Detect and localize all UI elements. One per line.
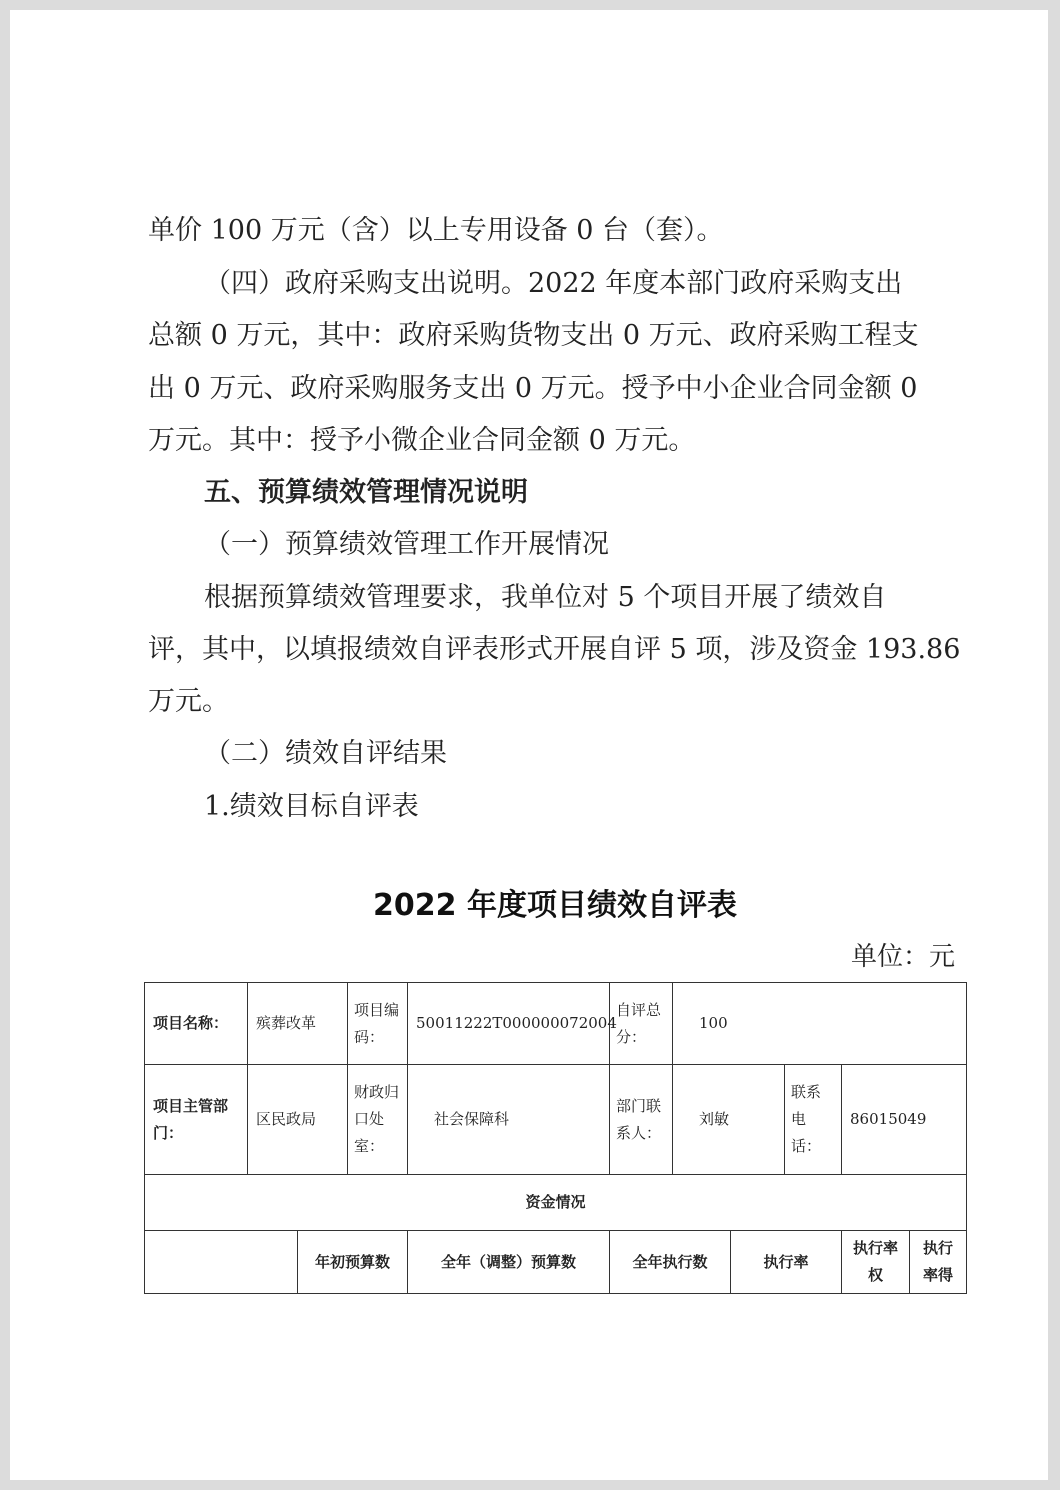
project-name-label: 项目名称： — [145, 983, 248, 1065]
funds-header: 资金情况 — [145, 1175, 967, 1231]
paragraph-equipment: 单价 100 万元（含）以上专用设备 0 台（套）。 — [148, 215, 724, 246]
executed-header: 全年执行数 — [610, 1231, 731, 1294]
table-title: 2022 年度项目绩效自评表 — [373, 888, 737, 923]
project-name-value: 殡葬改革 — [248, 983, 348, 1065]
contact-label: 部门联系人： — [610, 1065, 673, 1175]
exec-rate-score-header: 执行率得 — [910, 1231, 967, 1294]
project-code-value: 50011222T000000072004 — [408, 983, 610, 1065]
total-score-label: 自评总分： — [610, 983, 673, 1065]
exec-rate-weight-header: 执行率权 — [842, 1231, 910, 1294]
paragraph-procurement-line4: 万元。其中：授予小微企业合同金额 0 万元。 — [148, 425, 696, 456]
dept-value: 区民政局 — [248, 1065, 348, 1175]
office-label: 财政归口处室： — [348, 1065, 408, 1175]
unit-label: 单位：元 — [850, 942, 955, 972]
phone-value: 86015049 — [842, 1065, 967, 1175]
initial-budget-header: 年初预算数 — [298, 1231, 408, 1294]
self-evaluation-table — [144, 982, 967, 1294]
subsection-heading-5-1: （一）预算绩效管理工作开展情况 — [204, 529, 609, 560]
phone-label: 联系电话： — [785, 1065, 842, 1175]
total-score-value: 100 — [673, 983, 967, 1065]
paragraph-selfeval-line1: 根据预算绩效管理要求，我单位对 5 个项目开展了绩效自 — [204, 582, 887, 613]
paragraph-selfeval-line3: 万元。 — [148, 686, 229, 717]
funds-blank-cell — [145, 1231, 298, 1294]
adjusted-budget-header: 全年（调整）预算数 — [408, 1231, 610, 1294]
office-value: 社会保障科 — [408, 1065, 610, 1175]
contact-value: 刘敏 — [673, 1065, 785, 1175]
table-row — [145, 1231, 967, 1294]
subsection-heading-5-2-1: 1.绩效目标自评表 — [204, 791, 419, 822]
paragraph-procurement-line2: 总额 0 万元，其中：政府采购货物支出 0 万元、政府采购工程支 — [148, 320, 919, 351]
section-heading-5: 五、预算绩效管理情况说明 — [204, 477, 528, 508]
table-row — [145, 983, 967, 1065]
paragraph-selfeval-line2: 评，其中，以填报绩效自评表形式开展自评 5 项，涉及资金 193.86 — [148, 634, 961, 665]
exec-rate-header: 执行率 — [731, 1231, 842, 1294]
project-code-label: 项目编码： — [348, 983, 408, 1065]
paragraph-procurement-line3: 出 0 万元、政府采购服务支出 0 万元。授予中小企业合同金额 0 — [148, 373, 918, 404]
paragraph-procurement-line1: （四）政府采购支出说明。2022 年度本部门政府采购支出 — [204, 268, 903, 299]
table-row — [145, 1065, 967, 1175]
table-row — [145, 1175, 967, 1231]
subsection-heading-5-2: （二）绩效自评结果 — [204, 738, 447, 769]
dept-label: 项目主管部门： — [145, 1065, 248, 1175]
